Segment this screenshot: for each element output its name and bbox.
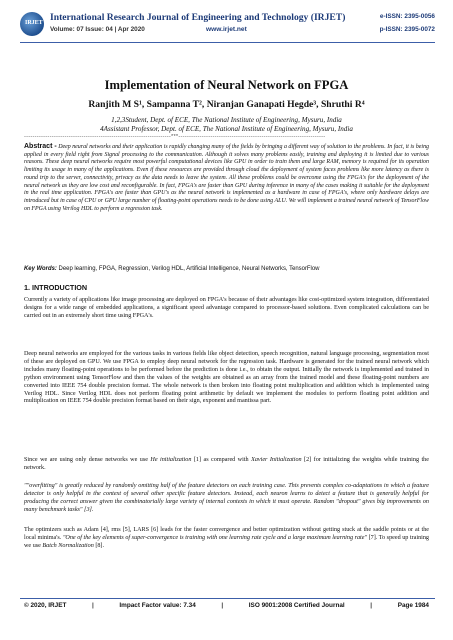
footer-separator: | [370, 602, 373, 609]
section-heading: 1. INTRODUCTION [24, 283, 88, 292]
para5-part-a: The optimizers such as Adam [4], rms [5], LARS [6] leads for the faster convergence and better optimization without getting stuck at the saddle points or at the local minima's. [24, 527, 429, 541]
para3-part-a: Since we are using only dense networks we use [24, 457, 151, 463]
footer-copyright: © 2020, IRJET [24, 602, 67, 609]
footer-iso: ISO 9001:2008 Certified Journal [248, 602, 345, 609]
p-issn: p-ISSN: 2395-0072 [379, 26, 435, 33]
intro-paragraph-1: Currently a variety of applications like image processing are deployed on FPGA's because of their advantages like cost-optimized system integration, differentiated designs for a wide range of embedded applications, a significant speed advantage compared to processor-based solutions. Even complicated calculations can be carried out in an extremely short time using FPGA's. [24, 297, 429, 319]
intro-paragraph-4-quote: ""overfitting" is greatly reduced by randomly omitting half of the feature detectors on each training case. This prevents complex co-adaptations in which a feature detector is only helpful in the context of several other specific feature detectors. Instead, each neuron learns to detect a feature that is generally helpful for producing the correct answer given the combinatorially large variety of internal contexts in which it must operate. Random "dropout" gives big improvements on many benchmark tasks" [3]. [24, 483, 429, 513]
volume-line: Volume: 07 Issue: 04 | Apr 2020 [50, 26, 145, 33]
para3-part-e: [2] for initializing the weights while training the network. [24, 457, 429, 471]
abstract-label: Abstract - [24, 143, 57, 150]
e-issn: e-ISSN: 2395-0056 [379, 13, 435, 20]
para3-part-c: [1] as compared with [191, 457, 252, 463]
footer-impact-factor: Impact Factor value: 7.34 [119, 602, 196, 609]
journal-title: International Research Journal of Engineering and Technology (IRJET) [50, 12, 346, 23]
page-footer [24, 602, 429, 609]
para5-part-e: [8]. [93, 542, 105, 549]
author-list: Ranjith M S¹, Sampanna T², Niranjan Ganapati Hegde³, Shruthi R⁴ [88, 99, 365, 110]
abstract [24, 143, 429, 213]
keywords-text: Deep learning, FPGA, Regression, Verilog HDL, Artificial Intelligence, Neural Networks, TensorFlow [58, 266, 320, 272]
affiliation-students: 1,2,3Student, Dept. of ECE, The National Institute of Engineering, Mysuru, India [111, 116, 342, 124]
header-rule [20, 42, 435, 43]
batch-normalization: Batch Normalization [42, 542, 94, 549]
footer-separator: | [91, 602, 94, 609]
affiliation-professor: 4Assistant Professor, Dept. of ECE, The National Institute of Engineering, Mysuru, India [100, 125, 353, 133]
website-link[interactable]: www.irjet.net [206, 26, 247, 33]
intro-paragraph-2: Deep neural networks are employed for the various tasks in various fields like object detection, speech recognition, natural language processing, segmentation most of these are deployed on GPU. We use FPGA to employ deep neural network for the regression task. Hardware is generated for the trained neural network which includes many floating-point operations to be performed before the prediction is done i.e., to obtain the output. Initially the network is implemented and trained in python environment using TensorFlow and then the values of the weights are obtained as an array from the trained model and these floating-point numbers are converted into IEEE 754 double precision format. The whole network is then broken into floating point multiplication and addition which is implemented using Verilog HDL. Since Verilog HDL does not perform floating point arithmetic by default we implement the modules to perform floating point addition and multiplication on IEEE 754 double precision format based on their sign, exponent and mantissa part. [24, 351, 429, 405]
irjet-logo [20, 12, 44, 36]
keywords-label: Key Words: [24, 266, 57, 272]
journal-header [20, 10, 435, 40]
intro-paragraph-3 [24, 457, 429, 473]
intro-paragraph-5 [24, 527, 429, 551]
separator-line: ---------------------------------------------------------------------***--------------------------------------------------------------------- [24, 134, 326, 140]
footer-rule [20, 598, 435, 599]
keywords [24, 266, 429, 274]
super-convergence-quote: "One of the key elements of super-convergence is training with one learning rate cycle and a large maximum learning rate" [62, 534, 368, 541]
xavier-initialization: Xavier Initialization [251, 457, 302, 463]
logo-text: IRJET [25, 20, 43, 26]
para5-part-c: [7]. To speed up training we use [24, 534, 430, 549]
abstract-text: Deep neural networks and their application is rapidly changing many of the fields by bringing a different way of solution to the problems. In fact, it is being applied in every field right from Signal processing to the communication. Although it solves many problems easily, training and deploying it is limited due to various reasons. These deep neural networks require most powerful computational devices like GPU in order to train them and large RAM, memory is required for its operation limiting its usage in many of the applications. Even if these resources are provided through cloud the deployment of system faces problems like more latency as there is round trip to the server, connectivity, privacy as the data needs to leave the system. All these problems could be overcome using the FPGA's for the deployment of the neural network as they are low cost and reconfigurable. In fact, FPGA's are faster than GPU during inference in many of the cases making it suitable for the deployment in the real time application. FPGA's are faster than GPU's as the neural network is implemented as a hardware in case of FPGA's, where only hardware delays are introduced but in case of CPU or GPU large number of floating-point operations needs to be done using ALU. We will implement a trained neural network of TensorFlow on FPGA using Verilog HDL to perform a regression task. [24, 144, 430, 212]
footer-page-number: Page 1984 [397, 602, 429, 609]
footer-separator: | [221, 602, 224, 609]
paper-title: Implementation of Neural Network on FPGA [104, 78, 349, 92]
he-initialization: He initialization [150, 457, 192, 463]
